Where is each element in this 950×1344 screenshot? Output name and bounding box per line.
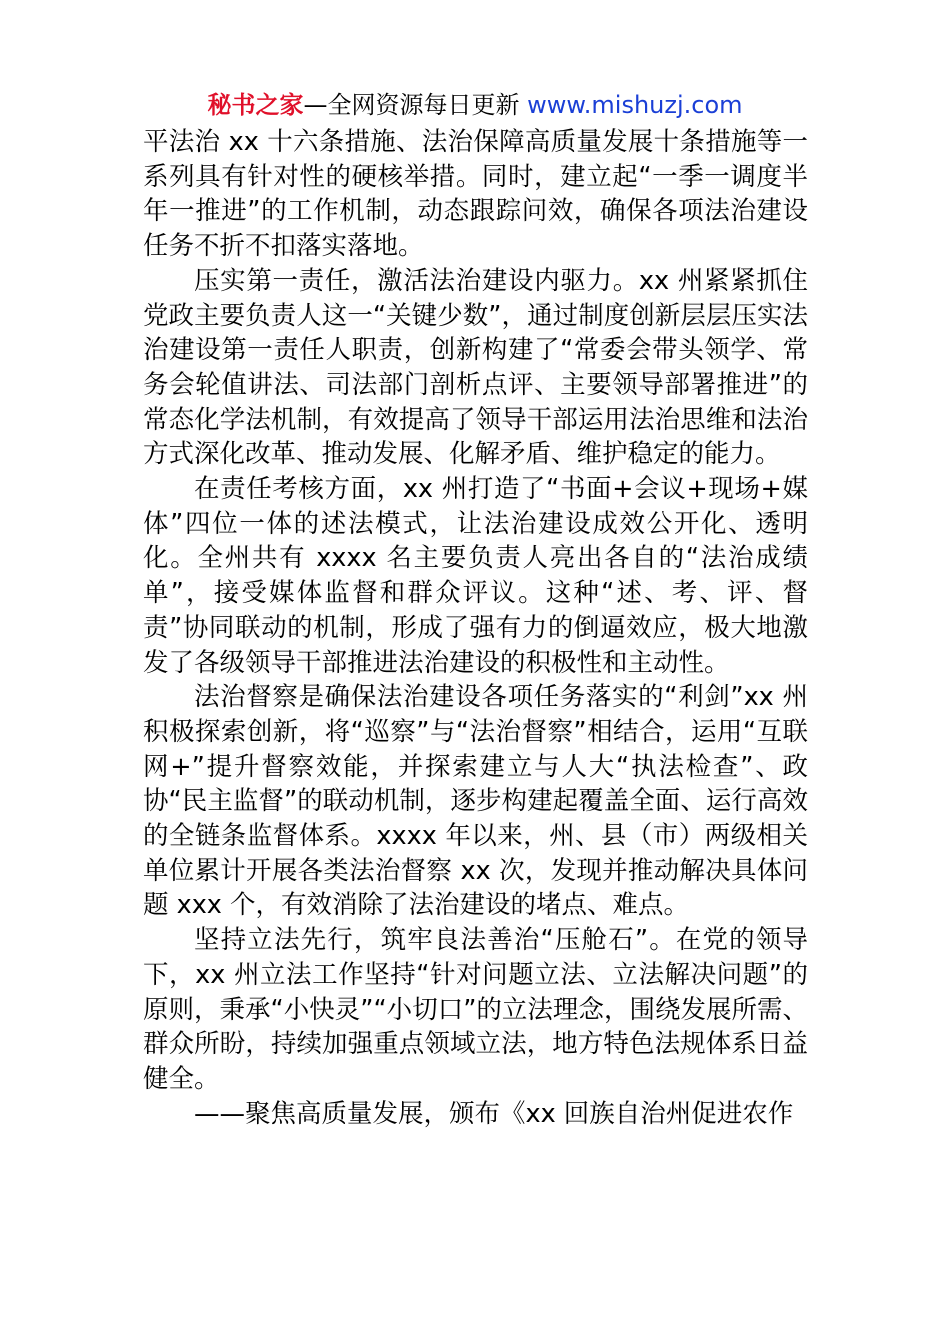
paragraph: ——聚焦高质量发展，颁布《xx 回族自治州促进农作 [194,1098,794,1129]
page-header [0,88,950,122]
header-slogan: 全网资源每日更新 [327,91,528,119]
paragraph: 在责任考核方面，xx 州打造了“书面+会议+现场+媒体”四位一体的述法模式，让法治建设成效公开化、透明化。全州共有 xxxx 名主要负责人亮出各自的“法治成绩单”，接受媒体监督和群众评议。这种“述、考、评、督责”协同联动的机制，形成了强有力的倒逼效应，极大地激发了各级领导干部推进法治建设的积极性和主动性。 [143,474,808,678]
header-url-link[interactable]: www.mishuzj.com [527,91,743,119]
document-body [143,125,808,1131]
paragraph: 法治督察是确保法治建设各项任务落实的“利剑”xx 州积极探索创新，将“巡察”与“法治督察”相结合，运用“互联网+”提升督察效能，并探索建立与人大“执法检查”、政协“民主监督”的联动机制，逐步构建起覆盖全面、运行高效的全链条监督体系。xxxx 年以来，州、县（市）两级相关单位累计开展各类法治督察 xx 次，发现并推动解决具体问题 xxx 个，有效消除了法治建设的堵点、难点。 [143,682,808,921]
paragraph: 压实第一责任，激活法治建设内驱力。xx 州紧紧抓住党政主要负责人这一“关键少数”，通过制度创新层层压实法治建设第一责任人职责，创新构建了“常委会带头领学、常务会轮值讲法、司法部门剖析点评、主要领导部署推进”的常态化学法机制，有效提高了领导干部运用法治思维和法治方式深化改革、推动发展、化解矛盾、维护稳定的能力。 [143,265,808,470]
brand-name: 秘书之家 [207,91,304,119]
paragraph-continuation: 平法治 xx 十六条措施、法治保障高质量发展十条措施等一系列具有针对性的硬核举措。同时，建立起“一季一调度半年一推进”的工作机制，动态跟踪问效，确保各项法治建设任务不折不扣落实落地。 [143,127,808,262]
paragraph: 坚持立法先行，筑牢良法善治“压舱石”。在党的领导下，xx 州立法工作坚持“针对问题立法、立法解决问题”的原则，秉承“小快灵”“小切口”的立法理念，围绕发展所需、群众所盼，持续加强重点领域立法，地方特色法规体系日益健全。 [143,925,808,1094]
header-separator: — [303,91,328,119]
